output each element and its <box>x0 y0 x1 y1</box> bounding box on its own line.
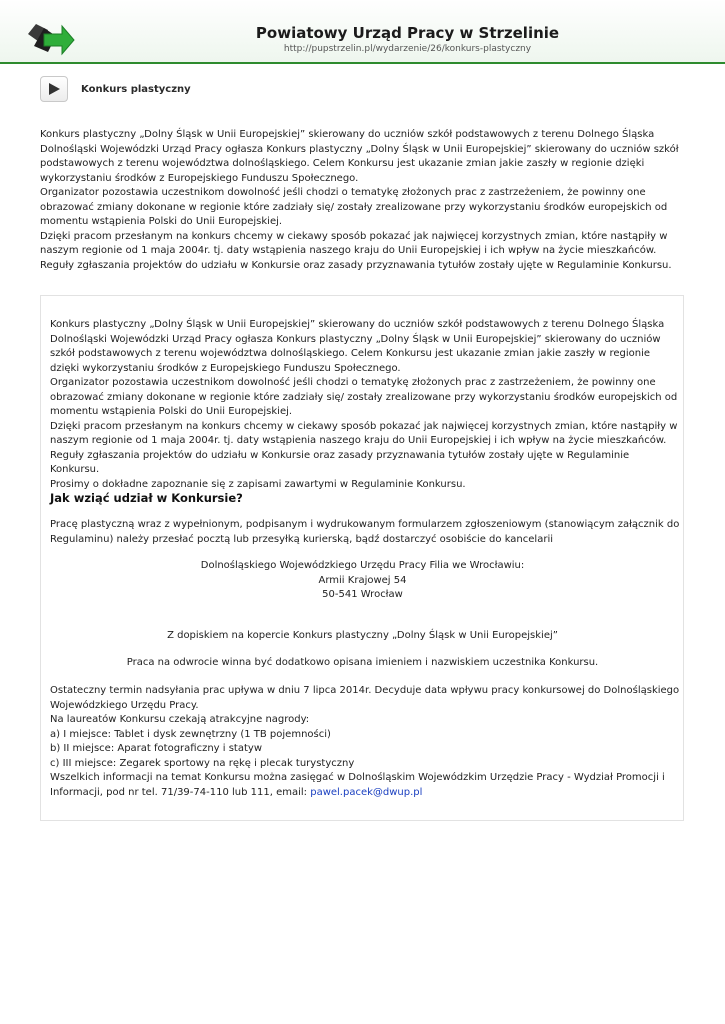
breadcrumb-arrow-button[interactable] <box>40 76 68 102</box>
intro-line: Konkurs plastyczny „Dolny Śląsk w Unii Europejskiej” skierowany do uczniów szkół podstawowych z terenu Dolnego Śląska <box>40 129 655 140</box>
back-note <box>50 656 675 671</box>
content-line: Organizator pozostawia uczestnikom dowolność jeśli chodzi o tematykę złożonych prac z zastrzeżeniem, że powinny one <box>50 377 656 388</box>
content-line: Dolnośląski Wojewódzki Urząd Pracy ogłasza Konkurs plastyczny „Dolny Śląsk w Unii Europejskiej” skierowany do uczniów <box>50 333 661 345</box>
content-box <box>40 295 684 821</box>
content-line: Praca na odwrocie winna być dodatkowo opisana imieniem i nazwiskiem uczestnika Konkursu. <box>126 657 599 668</box>
intro-line: naszym regionie od 1 maja 2004r. tj. daty wstąpienia naszego kraju do Unii Europejskiej i ich wpływ na życie mieszkańców. <box>40 245 657 256</box>
address-line: Armii Krajowej 54 <box>318 574 407 586</box>
office-address <box>50 559 675 603</box>
intro-text <box>40 128 690 273</box>
intro-line: podstawowych z terenu województwa dolnośląskiego. Celem Konkursu jest ukazanie zmian jakie zaszły w regionie dzięki <box>40 158 645 169</box>
intro-line: Organizator pozostawia uczestnikom dowolność jeśli chodzi o tematykę złożonych prac z zastrzeżeniem, że powinny one <box>40 187 646 198</box>
logo-arrow-icon[interactable] <box>26 20 76 56</box>
final-info <box>50 684 680 800</box>
site-title: Powiatowy Urząd Pracy w Strzelinie <box>255 24 560 42</box>
prize-line: c) III miejsce: Zegarek sportowy na rękę i plecak turystyczny <box>50 757 355 769</box>
section-heading: Jak wziąć udział w Konkursie? <box>50 491 243 505</box>
play-arrow-icon <box>49 83 60 95</box>
content-line: naszym regionie od 1 maja 2004r. tj. daty wstąpienia naszego kraju do Unii Europejskiej i ich wpływ na życie mieszkańców. <box>50 435 667 446</box>
contact-line <box>50 786 680 801</box>
content-line: Pracę plastyczną wraz z wypełnionym, podpisanym i wydrukowanym formularzem zgłoszeniowym (stanowiącym załącznik do <box>50 519 680 530</box>
contact-email-link[interactable]: pawel.pacek@dwup.pl <box>310 786 423 798</box>
site-header <box>0 0 725 64</box>
address-line: Dolnośląskiego Wojewódzkiego Urzędu Pracy Filia we Wrocławiu: <box>200 560 525 571</box>
page-url: http://pupstrzelin.pl/wydarzenie/26/konkurs-plastyczny <box>283 44 532 54</box>
content-line: Reguły zgłaszania projektów do udziału w Konkursie oraz zasady przyznawania tytułów zostały ujęte w Regulaminie Konkursu. <box>50 449 630 475</box>
content-line: Z dopiskiem na kopercie Konkurs plastyczny „Dolny Śląsk w Unii Europejskiej” <box>167 630 558 641</box>
content-line: szkół podstawowych z terenu województwa dolnośląskiego. Celem Konkursu jest ukazanie zmian jakie zaszły w regionie <box>50 348 651 359</box>
envelope-note <box>50 629 675 644</box>
intro-line: Dzięki pracom przesłanym na konkurs chcemy w ciekawy sposób pokazać jak najwięcej korzystnych zmian, które nastąpiły w <box>40 230 668 242</box>
content-line: Na laureatów Konkursu czekają atrakcyjne nagrody: <box>50 714 310 725</box>
content-line: Prosimy o dokładne zapoznanie się z zapisami zawartymi w Regulaminie Konkursu. <box>50 478 466 490</box>
content-line: Ostateczny termin nadsyłania prac upływa w dniu 7 lipca 2014r. Decyduje data wpływu pracy konkursowej do Dolnośląskiego <box>50 685 680 696</box>
content-line: Konkurs plastyczny „Dolny Śląsk w Unii Europejskiej” skierowany do uczniów szkół podstawowych z terenu Dolnego Śląska <box>50 319 665 330</box>
intro-line: Dolnośląski Wojewódzki Urząd Pracy ogłasza Konkurs plastyczny „Dolny Śląsk w Unii Europejskiej” skierowany do uczniów szkół <box>40 143 679 155</box>
intro-line: wykorzystaniu środków z Europejskiego Funduszu Społecznego. <box>40 172 359 184</box>
intro-line: Reguły zgłaszania projektów do udziału w Konkursie oraz zasady przyznawania tytułów zostały ujęte w Regulaminie Konkursu. <box>40 259 672 271</box>
intro-line: obrazować zmiany dokonane w regionie które zadziały się/ zostały zrealizowane przy wykorzystaniu środków europejskich od <box>40 201 668 213</box>
prize-line: b) II miejsce: Aparat fotograficzny i statyw <box>50 743 262 754</box>
content-line: Wojewódzkiego Urzędu Pracy. <box>50 699 199 711</box>
content-line: Regulaminu) należy przesłać pocztą lub przesyłką kurierską, bądź dostarczyć osobiście do kancelarii <box>50 533 553 545</box>
address-line: 50-541 Wrocław <box>322 589 403 600</box>
content-intro <box>50 318 680 492</box>
prize-line: a) I miejsce: Tablet i dysk zewnętrzny (1 TB pojemności) <box>50 728 331 740</box>
transfer-instructions <box>50 518 680 547</box>
contact-text: Informacji, pod nr tel. 71/39-74-110 lub 111, email: <box>50 786 311 798</box>
content-line: Wszelkich informacji na temat Konkursu można zasięgać w Dolnośląskim Wojewódzkim Urzędzie Pracy - Wydział Promocji i <box>50 772 665 783</box>
breadcrumb-title: Konkurs plastyczny <box>81 84 191 95</box>
intro-line: momentu wstąpienia Polski do Unii Europejskiej. <box>40 216 283 227</box>
content-line: obrazować zmiany dokonane w regionie które zadziały się/ zostały zrealizowane przy wykorzystaniu środków europejskich od <box>50 391 678 403</box>
content-line: dzięki wykorzystaniu środków z Europejskiego Funduszu Społecznego. <box>50 362 401 374</box>
content-line: Dzięki pracom przesłanym na konkurs chcemy w ciekawy sposób pokazać jak najwięcej korzystnych zmian, które nastąpiły w <box>50 420 678 432</box>
content-line: momentu wstąpienia Polski do Unii Europejskiej. <box>50 406 293 417</box>
